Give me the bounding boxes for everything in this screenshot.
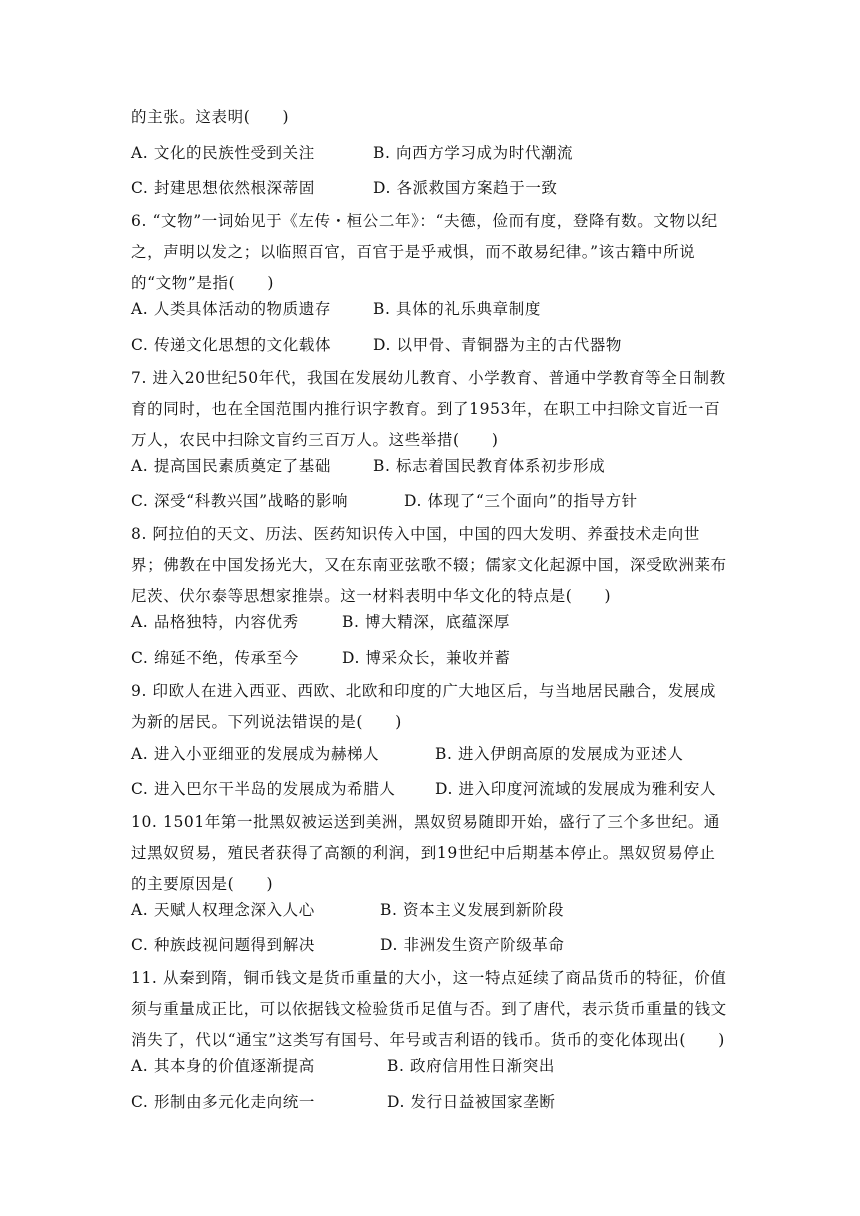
question-10-stem: 10. 1501年第一批黑奴被运送到美洲，黑奴贸易随即开始，盛行了三个多世纪。通过黑奴贸易，殖民者获得了高额的利润，到19世纪中后期基本停止。黑奴贸易停止的主要原因是( ) <box>131 813 721 893</box>
question-10-option-b: B. 资本主义发展到新阶段 <box>380 901 565 919</box>
question-5-option-c: C. 封建思想依然根深蒂固 <box>131 179 315 197</box>
question-9-option-c: C. 进入巴尔干半岛的发展成为希腊人 <box>131 780 396 798</box>
question-6-option-a: A. 人类具体活动的物质遗存 <box>131 300 331 318</box>
question-9-stem: 9. 印欧人在进入西亚、西欧、北欧和印度的广大地区后，与当地居民融合，发展成为新的居民。下列说法错误的是( ) <box>131 682 717 731</box>
question-7-option-b: B. 标志着国民教育体系初步形成 <box>373 457 606 475</box>
question-7-option-d: D. 体现了“三个面向”的指导方针 <box>404 492 638 510</box>
question-10-option-a: A. 天赋人权理念深入人心 <box>131 901 315 919</box>
question-8-option-b: B. 博大精深，底蕴深厚 <box>342 613 510 631</box>
question-9-option-a: A. 进入小亚细亚的发展成为赫梯人 <box>131 745 380 763</box>
question-9-option-b: B. 进入伊朗高原的发展成为亚述人 <box>435 745 684 763</box>
question-5-stem-continuation: 的主张。这表明( ) <box>131 108 290 126</box>
question-8-option-a: A. 品格独特，内容优秀 <box>131 613 299 631</box>
question-5-option-a: A. 文化的民族性受到关注 <box>131 144 315 162</box>
question-10-option-c: C. 种族歧视问题得到解决 <box>131 936 315 954</box>
question-6-option-d: D. 以甲骨、青铜器为主的古代器物 <box>373 336 622 354</box>
question-6-option-b: B. 具体的礼乐典章制度 <box>373 300 541 318</box>
question-11-option-b: B. 政府信用性日渐突出 <box>387 1057 555 1075</box>
question-11-stem: 11. 从秦到隋，铜币钱文是货币重量的大小，这一特点延续了商品货币的特征，价值须与重量成正比，可以依据钱文检验货币足值与否。到了唐代，表示货币重量的钱文消失了，代以“通宝”这类写有国号、年号或吉利语的钱币。货币的变化体现出( ) <box>131 969 727 1049</box>
question-5-option-d: D. 各派救国方案趋于一致 <box>373 179 558 197</box>
question-6-stem: 6. “文物”一词始见于《左传・桓公二年》：“夫德，俭而有度，登降有数。文物以纪之，声明以发之；以临照百官，百官于是乎戒惧，而不敢易纪律。”该古籍中所说的“文物”是指( ) <box>131 212 718 292</box>
question-9-option-d: D. 进入印度河流域的发展成为雅利安人 <box>435 780 717 798</box>
question-11-option-c: C. 形制由多元化走向统一 <box>131 1093 315 1111</box>
question-11-option-a: A. 其本身的价值逐渐提高 <box>131 1057 315 1075</box>
question-10-option-d: D. 非洲发生资产阶级革命 <box>380 936 565 954</box>
question-11-option-d: D. 发行日益被国家垄断 <box>387 1093 556 1111</box>
question-8-option-c: C. 绵延不绝，传承至今 <box>131 649 299 667</box>
question-6-option-c: C. 传递文化思想的文化载体 <box>131 336 332 354</box>
question-8-option-d: D. 博采众长，兼收并蓄 <box>342 649 511 667</box>
question-8-stem: 8. 阿拉伯的天文、历法、医药知识传入中国，中国的四大发明、养蚕技术走向世界；佛教在中国发扬光大，又在东南亚弦歌不辍；儒家文化起源中国，深受欧洲莱布尼茨、伏尔泰等思想家推崇。这一材料表明中华文化的特点是( ) <box>131 525 727 605</box>
question-7-stem: 7. 进入20世纪50年代，我国在发展幼儿教育、小学教育、普通中学教育等全日制教育的同时，也在全国范围内推行识字教育。到了1953年，在职工中扫除文盲近一百万人，农民中扫除文盲约三百万人。这些举措( ) <box>131 369 726 449</box>
question-7-option-c: C. 深受“科教兴国”战略的影响 <box>131 492 349 510</box>
question-7-option-a: A. 提高国民素质奠定了基础 <box>131 457 331 475</box>
question-5-option-b: B. 向西方学习成为时代潮流 <box>373 144 574 162</box>
